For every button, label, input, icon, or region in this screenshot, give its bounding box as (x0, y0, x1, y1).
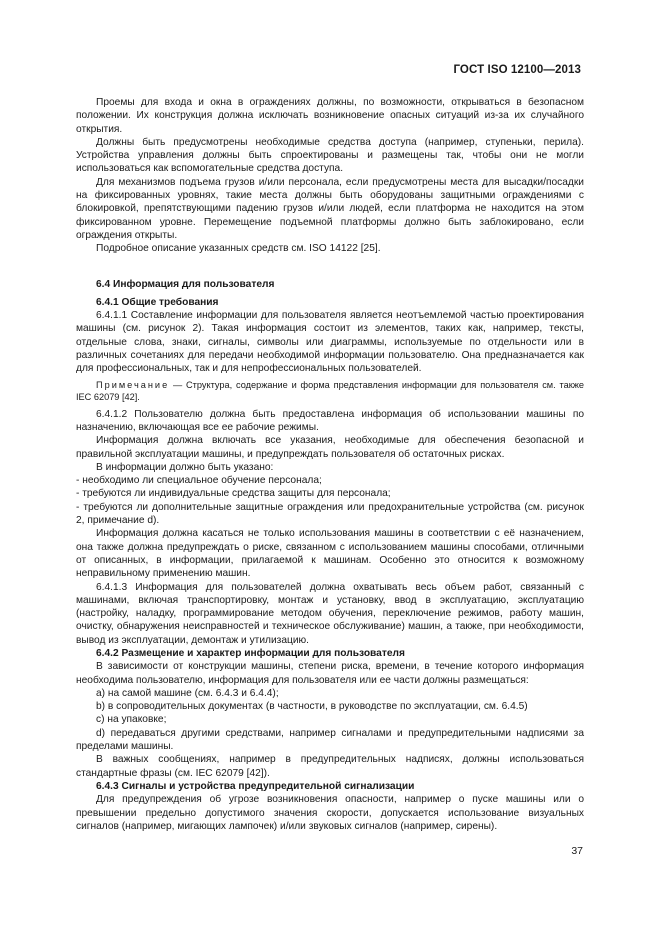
paragraph: Для механизмов подъема грузов и/или персонала, если предусмотрены места для высадки/посадки на фиксированных уровнях, такие места должны быть оборудованы защитными ограждениями с блокировкой, препятствующими падению грузов и/или людей, если платформа не находится на этом фиксированном уровне. Перемещение подъемной платформы должно быть заблокировано, если ограждения открыты. (76, 176, 584, 241)
paragraph: 6.4.1.2 Пользователю должна быть предоставлена информация об использовании машины по назначению, включающая все ее рабочие режимы. (76, 408, 584, 433)
paragraph: Должны быть предусмотрены необходимые средства доступа (например, ступеньки, перила). Устройства управления должны быть спроектированы и размещены так, чтобы они не могли использоваться как вспомогательные средства доступа. (76, 136, 584, 175)
subsection-heading-6-4-2: 6.4.2 Размещение и характер информации для пользователя (96, 647, 405, 659)
section-heading-6-4: 6.4 Информация для пользователя (96, 278, 275, 290)
list-item: - требуются ли дополнительные защитные ограждения или предохранительные устройства (см. рисунок 2, примечание d). (76, 501, 584, 527)
document-code: ГОСТ ISO 12100—2013 (453, 64, 581, 76)
paragraph: В информации должно быть указано: (96, 461, 274, 473)
list-item: d) передаваться другими средствами, например сигналами и предупредительными надписями за пределами машины. (76, 727, 584, 753)
paragraph: В важных сообщениях, например в предупредительных надписях, должны использоваться стандартные фразы (см. IEC 62079 [42]). (76, 754, 584, 779)
paragraph: Для предупреждения об угрозе возникновения опасности, например о пуске машины или о превышении предельно допустимого значения скорости, допускается использование визуальных сигналов (например, мигающих лампочек) и/или звуковых сигналов (например, сирены). (76, 794, 584, 832)
paragraph: 6.4.1.1 Составление информации для пользователя является неотъемлемой частью проектирования машины (см. рисунок 2). Такая информация состоит из элементов, таких как, например, тексты, отдельные слова, знаки, сигналы, символы или диаграммы, используемые по отдельности или в различных сочетаниях для передачи необходимой информации пользователю. Она предназначается как для профессиональных, так и для непрофессиональных пользователей. (76, 310, 584, 375)
page-number: 37 (571, 845, 583, 857)
page-body (76, 96, 584, 833)
list-item: b) в сопроводительных документах (в частности, в руководстве по эксплуатации, см. 6.4.5) (96, 701, 528, 713)
note (76, 379, 584, 404)
paragraph: Информация должна включать все указания, необходимые для обеспечения безопасной и правильной эксплуатации машины, и предупреждать пользователя об остаточных рисках. (76, 435, 584, 460)
note-label: Примечание (96, 379, 170, 390)
paragraph: 6.4.1.3 Информация для пользователей должна охватывать весь объем работ, связанный с машинами, включая транспортировку, монтаж и установку, ввод в эксплуатацию, эксплуатацию (настройку, наладку, программирование методом обучения, переключение режимов, работу машин, очистку, обнаружения неисправностей и техническое обслуживание) машин, а также, при необходимости, вывод из эксплуатации, демонтаж и утилизацию. (76, 581, 584, 646)
subsection-heading-6-4-1: 6.4.1 Общие требования (96, 296, 219, 308)
note-text: — Структура, содержание и форма представления информации для пользователя см. также IEC 62079 [42]. (76, 379, 584, 403)
paragraph: Информация должна касаться не только использования машины в соответствии с её назначением, она также должна предупреждать о риске, связанном с использованием машины способами, отличными от описанных, в информации, прилагаемой к машинам. Особенно это относится к возможному неправильному применению машин. (76, 528, 584, 580)
paragraph: Проемы для входа и окна в ограждениях должны, по возможности, открываться в безопасном положении. Их конструкция должна исключать возникновение опасных ситуаций из-за их случайного открытия. (76, 97, 584, 135)
list-item: c) на упаковке; (96, 714, 167, 726)
paragraph: Подробное описание указанных средств см. ISO 14122 [25]. (96, 243, 381, 255)
list-item: - требуются ли индивидуальные средства защиты для персонала; (76, 488, 391, 500)
list-item: a) на самой машине (см. 6.4.3 и 6.4.4); (96, 687, 279, 699)
paragraph: В зависимости от конструкции машины, степени риска, времени, в течение которого информация необходима пользователю, информация для пользователя или ее части должны размещаться: (76, 661, 584, 686)
subsection-heading-6-4-3: 6.4.3 Сигналы и устройства предупредительной сигнализации (96, 780, 415, 792)
list-item: - необходимо ли специальное обучение персонала; (76, 475, 322, 487)
